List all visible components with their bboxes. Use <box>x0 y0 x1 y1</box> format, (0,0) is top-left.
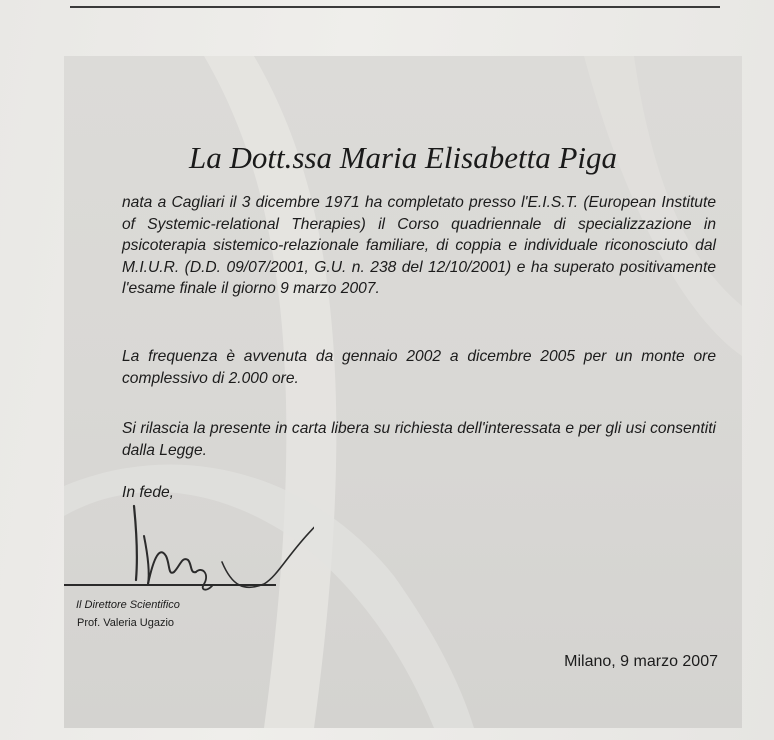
place-date: Milano, 9 marzo 2007 <box>564 653 718 670</box>
paragraph-release: Si rilascia la presente in carta libera su richiesta dell'interessata e per gli usi consentiti dalla Legge. <box>122 420 716 459</box>
top-rule <box>70 6 720 8</box>
recipient-heading: La Dott.ssa Maria Elisabetta Piga <box>189 140 617 175</box>
signatory-role: Il Direttore Scientifico <box>76 599 180 611</box>
signature-icon <box>94 476 314 596</box>
paragraph-course: nata a Cagliari il 3 dicembre 1971 ha completato presso l'E.I.S.T. (European Institute of Systemic-relational Therapies) il Corso quadriennale di specializzazione in psicoterapia sistemico-relazionale familiare, di coppia e individuale riconosciuto dal M.I.U.R. (D.D. 09/07/2001, G.U. n. 238 del 12/10/2001) e ha superato positivamente l'esame finale il giorno 9 marzo 2007. <box>122 194 716 298</box>
paragraph-attendance: La frequenza è avvenuta da gennaio 2002 a dicembre 2005 per un monte ore complessivo di 2.000 ore. <box>122 348 716 387</box>
certificate-panel <box>64 56 742 728</box>
signatory-name: Prof. Valeria Ugazio <box>77 617 175 629</box>
closing-text: In fede, <box>122 484 175 501</box>
signature-line <box>64 584 276 586</box>
